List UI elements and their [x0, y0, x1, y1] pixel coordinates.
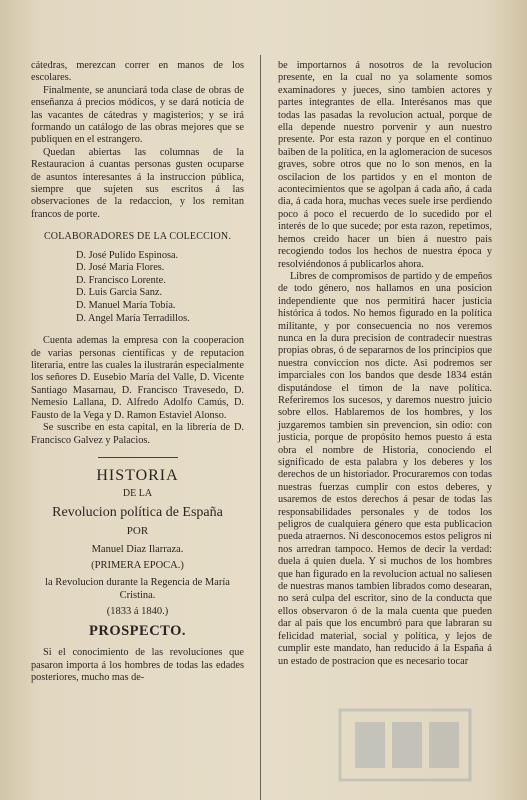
list-item: D. Francisco Lorente.: [76, 274, 166, 286]
list-item: D. Luis Garcia Sanz.: [76, 287, 163, 299]
paragraph: Si el conocimiento de las revoluciones que pasaron importa á los hombres de todas las edades posteriores, mucho mas de-: [31, 647, 244, 683]
paragraph: Se suscribe en esta capital, en la librería de D. Francisco Galvez y Palacios.: [31, 422, 244, 446]
historia-por: POR: [126, 525, 149, 538]
paragraph: Cuenta ademas la empresa con la cooperacion de varias personas científicas y de reputacion literaria, entre las cuales la ilustrarán especialmente los señores D. Eusebio María del Valle, D. Vicente Santiago Masarnau, D. Francisco Travesedo, D. Nemesio Lallana, D. Alfredo Adolfo Camús, D. Fausto de la Vega y D. Ramon Estaviel Alonso.: [31, 335, 244, 421]
left-column: [31, 60, 244, 684]
list-item: D. Manuel María Tobía.: [76, 300, 176, 312]
historia-author: Manuel Diaz Ilarraza.: [91, 543, 184, 555]
paragraph: Libres de compromisos de partido y de empeños de todo género, nos hallamos en una posicion independiente que nos permitirá hacer justicia histórica á todos. No hemos figurado en la política militante, y por consecuencia no nos veremos nunca en la dura precision de contradecir nuestras propias obras, ó de separarnos de los principios que nuestra conviccion nos dicte. Asi podremos ser imparciales con los bandos que desde 1834 están disputándose el timon de la nave política. Referiremos los sucesos, y daremos nuestro juicio sobre ellos. Hablaremos de los hombres, y los juzgaremos tambien sin prevencion, sin odio: con justicia, porque de propósito hemos puesto á esta obra el nombre de Historia, conociendo el significado de esta palabra y los deberes y los derechos de un historiador. Procuraremos con todas nuestras fuerzas cumplir con estos deberes, y usaremos de estos derechos á pesar de todas las responsabilidades personales y de todos los peligros de cualquiera género que esta publicacion pueda atraernos. Ni desconocemos estos peligros ni nos arredran tampoco. Hemos de decir la verdad: duela á quien duela. Y si muchos de los hombres que han figurado en la revolucion actual no saliesen de nuestras manos tambien librados como desearan, no será culpa del escritor, sino de la conducta que ellos observaron ó de la mala cuenta que pueden dar al pais que los encumbró para que labraran su felicidad material, social y política, y lejos de cumplir este mandato, han reducido á la España á un estado de postracion que es necesario tocar: [278, 270, 492, 667]
right-column: [278, 60, 492, 668]
column-divider: [260, 55, 261, 800]
historia-subtitle: Revolucion política de España: [52, 504, 223, 520]
historia-years: (1833 á 1840.): [106, 606, 169, 618]
collaborators-heading: COLABORADORES DE LA COLECCION.: [43, 231, 232, 243]
section-divider: [98, 457, 178, 458]
historia-de-la: DE LA: [122, 488, 153, 500]
library-stamp-icon: [330, 700, 480, 790]
paragraph: cátedras, merezcan correr en manos de los escolares.: [31, 60, 244, 84]
paragraph: Finalmente, se anunciará toda clase de obras de enseñanza á precios módicos, y se dará noticia de las vacantes de cátedras y magisterios; y se irá formando un catálogo de las obras mejores que se publiquen en el estrangero.: [31, 84, 244, 146]
paragraph: Quedan abiertas las columnas de la Restauracion á cuantas personas gusten ocuparse de asuntos interesantes á la instruccion pública, siempre que sujeten sus escritos á las observaciones de la redaccion, y los remitan francos de porte.: [31, 146, 244, 220]
historia-title: HISTORIA: [96, 466, 179, 484]
paragraph: be importarnos á nosotros de la revolucion presente, en la cual no ya solamente somos examinadores y jueces, sino tambien actores y partes integrantes de ella. Interésanos mas que todas las pasadas la revolucion actual, porque de ella depende nuestro porvenir y aun nuestro presente. Por esta razon y porque en el continuo baiben de la política, en la aglomeracion de sucesos graves, sobre otros que no lo son menos, en la oscilacion de los partidos y en el monton de acontecimientos que se agolpan á cada año, á cada dia, á cada hora, muchas veces suele irse perdiendo poco á poco el recuerdo de lo sucedido por el interés de lo que sucede; por esta razon, repetimos, hemos creido hacer un bien á nuestro pais recogiendo todos los hechos de nuestra época y resolviéndonos á publicarlos ahora.: [278, 60, 492, 270]
prospecto-heading: PROSPECTO.: [89, 622, 186, 639]
historia-epoca: (PRIMERA EPOCA.): [91, 559, 184, 571]
list-item: D. José Pulido Espinosa.: [76, 249, 179, 261]
list-item: D. José María Flores.: [76, 262, 165, 274]
list-item: D. Angel María Terradillos.: [76, 312, 190, 324]
collaborators-list: [31, 250, 244, 326]
historia-revolucion-line: la Revolucion durante la Regencia de María Cristina.: [45, 577, 230, 602]
